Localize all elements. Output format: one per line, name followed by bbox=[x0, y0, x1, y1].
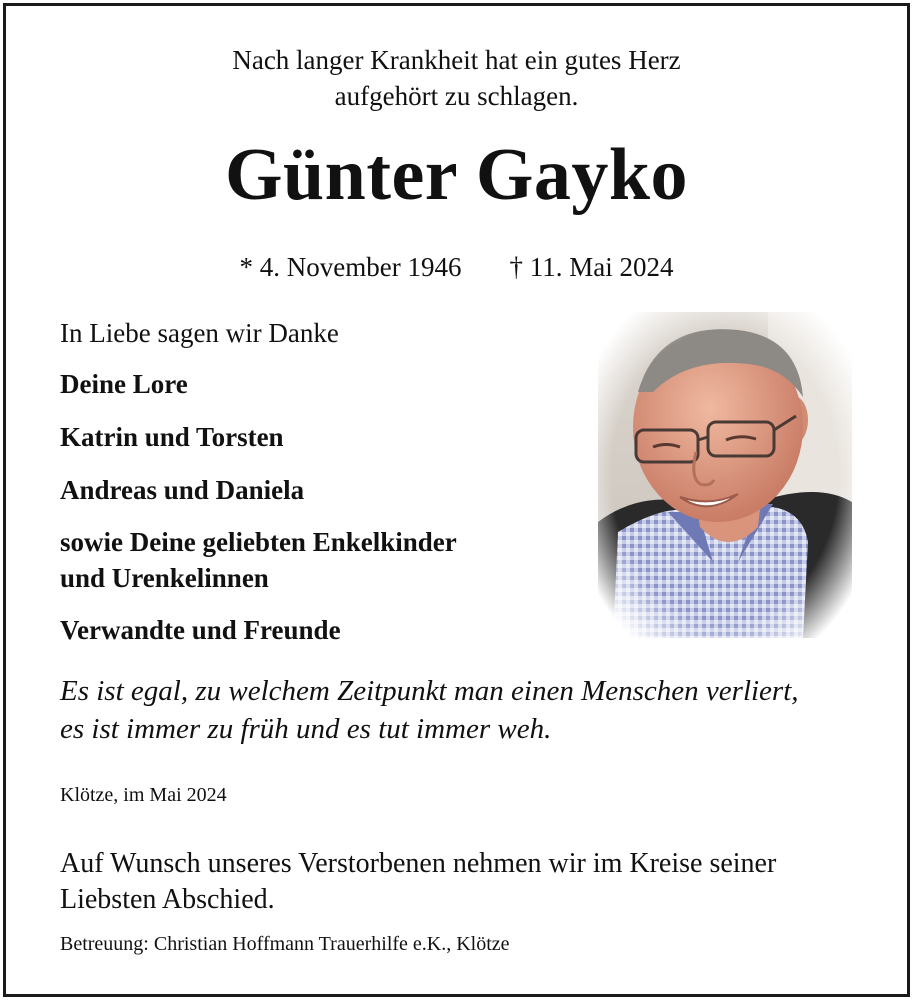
life-dates bbox=[0, 250, 913, 284]
intro-line-2: aufgehört zu schlagen. bbox=[334, 81, 579, 111]
portrait-illustration bbox=[598, 312, 852, 638]
memorial-quote bbox=[60, 672, 880, 748]
intro-text bbox=[0, 42, 913, 114]
mourner-line: und Urenkelinnen bbox=[60, 563, 269, 593]
quote-line-1: Es ist egal, zu welchem Zeitpunkt man einen Menschen verliert, bbox=[60, 675, 799, 707]
deceased-name: Günter Gayko bbox=[224, 134, 689, 216]
quote-line-2: es ist immer zu früh und es tut immer weh. bbox=[60, 713, 552, 745]
intro-line-1: Nach langer Krankheit hat ein gutes Herz bbox=[232, 45, 681, 75]
mourner-line: Katrin und Torsten bbox=[60, 422, 284, 452]
mourner-line: Verwandte und Freunde bbox=[60, 615, 341, 645]
mourner-line: sowie Deine geliebten Enkelkinder bbox=[60, 527, 457, 557]
farewell-line-2: Liebsten Abschied. bbox=[60, 884, 275, 915]
farewell-note bbox=[60, 846, 880, 918]
mourner-line: Deine Lore bbox=[60, 369, 188, 399]
portrait-photo bbox=[598, 312, 852, 638]
place-date: Klötze, im Mai 2024 bbox=[60, 784, 227, 806]
mourner-line: Andreas und Daniela bbox=[60, 475, 305, 505]
farewell-line-1: Auf Wunsch unseres Verstorbenen nehmen wir im Kreise seiner bbox=[60, 848, 777, 879]
thanks-heading: In Liebe sagen wir Danke bbox=[60, 318, 339, 348]
birth-date: * 4. November 1946 bbox=[239, 252, 462, 282]
funeral-service-credit: Betreuung: Christian Hoffmann Trauerhilfe e.K., Klötze bbox=[60, 933, 510, 955]
death-date: † 11. Mai 2024 bbox=[509, 252, 674, 282]
